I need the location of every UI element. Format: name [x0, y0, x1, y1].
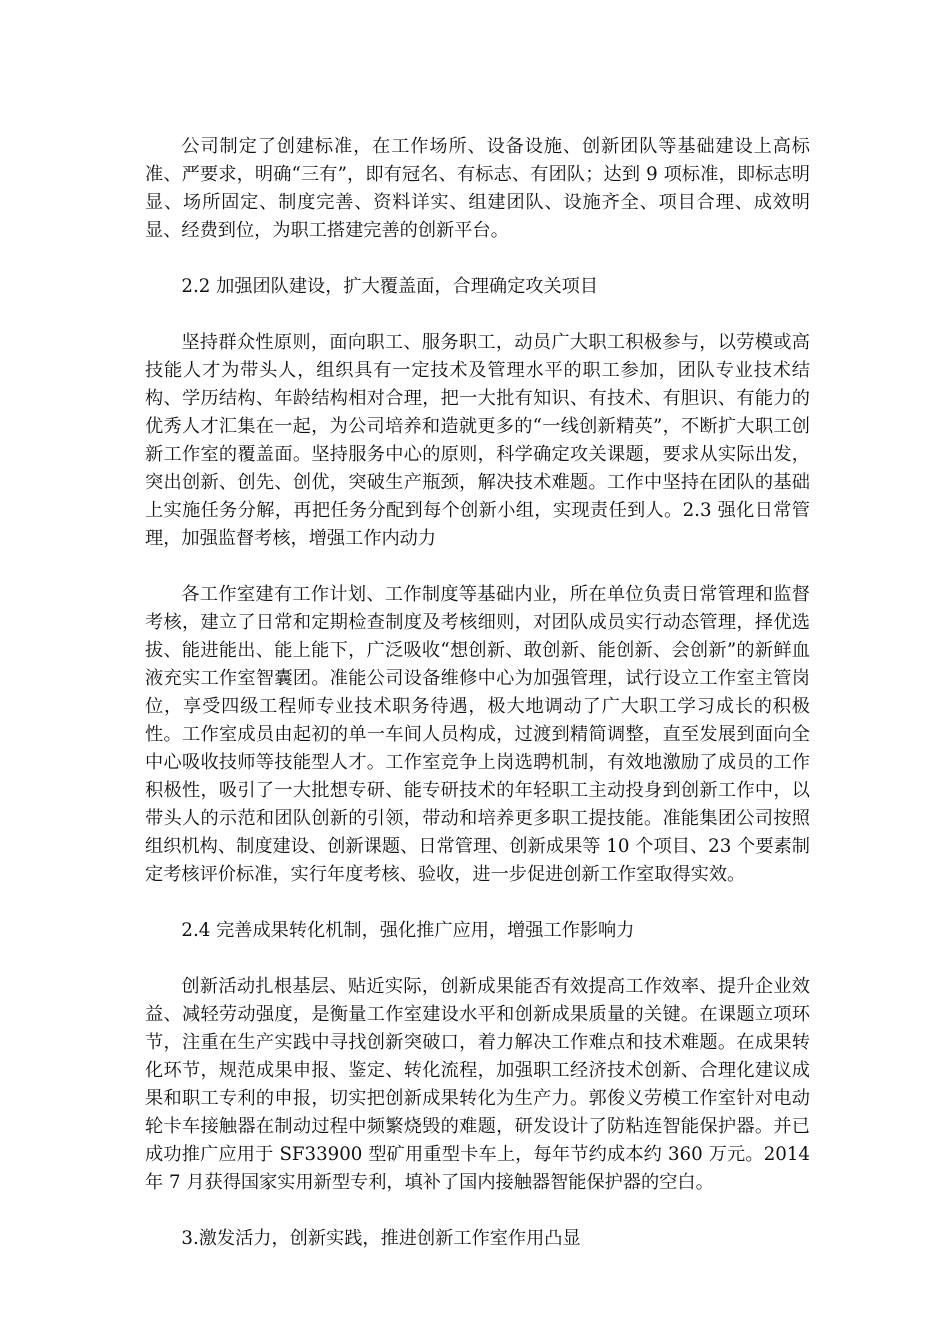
paragraph-standards: 公司制定了创建标准，在工作场所、设备设施、创新团队等基础建设上高标准、严要求，明确“三有”，即有冠名、有标志、有团队；达到 9 项标准，即标志明显、场所固定、制度完善、资料详实、组建团队、设施齐全、项目合理、成效明显、经费到位，为职工搭建完善的创新平台。 — [145, 136, 810, 241]
section-heading-2-4: 2.4 完善成果转化机制，强化推广应用，增强工作影响力 — [181, 920, 635, 941]
section-heading-2-2: 2.2 加强团队建设，扩大覆盖面，合理确定攻关项目 — [181, 276, 599, 297]
paragraph-achievements: 创新活动扎根基层、贴近实际，创新成果能否有效提高工作效率、提升企业效益、减轻劳动强度，是衡量工作室建设水平和创新成果质量的关键。在课题立项环节，注重在生产实践中寻找创新突破口，着力解决工作难点和技术难题。在成果转化环节，规范成果申报、鉴定、转化流程，加强职工经济技术创新、合理化建议成果和职工专利的申报，切实把创新成果转化为生产力。郭俊义劳模工作室针对电动轮卡车接触器在制动过程中频繁烧毁的难题，研发设计了防粘连智能保护器。并已成功推广应用于 SF33900 型矿用重型卡车上，每年节约成本约 360 万元。2014 年 7 月获得国家实用新型专利，填补了国内接触器智能保护器的空白。 — [145, 976, 810, 1193]
document-page — [145, 133, 810, 1281]
paragraph-team-building: 坚持群众性原则，面向职工、服务职工，动员广大职工积极参与，以劳模或高技能人才为带头人，组织具有一定技术及管理水平的职工参加，团队专业技术结构、学历结构、年龄结构相对合理，把一大批有知识、有技术、有胆识、有能力的优秀人才汇集在一起，为公司培养和造就更多的“一线创新精英”，不断扩大职工创新工作室的覆盖面。坚持服务中心的原则，科学确定攻关课题，要求从实际出发，突出创新、创先、创优，突破生产瓶颈，解决技术难题。工作中坚持在团队的基础上实施任务分解，再把任务分配到每个创新小组，实现责任到人。2.3 强化日常管理，加强监督考核，增强工作内动力 — [145, 332, 810, 549]
section-heading-3: 3.激发活力，创新实践，推进创新工作室作用凸显 — [181, 1228, 581, 1249]
paragraph-daily-management: 各工作室建有工作计划、工作制度等基础内业，所在单位负责日常管理和监督考核，建立了日常和定期检查制度及考核细则，对团队成员实行动态管理，择优选拔、能进能出、能上能下，广泛吸收“想创新、敢创新、能创新、会创新”的新鲜血液充实工作室智囊团。准能公司设备维修中心为加强管理，试行设立工作室主管岗位，享受四级工程师专业技术职务待遇，极大地调动了广大职工学习成长的积极性。工作室成员由起初的单一车间人员构成，过渡到精简调整，直至发展到面向全中心吸收技师等技能型人才。工作室竞争上岗选聘机制，有效地激励了成员的工作积极性，吸引了一大批想专研、能专研技术的年轻职工主动投身到创新工作中，以带头人的示范和团队创新的引领，带动和培养更多职工提技能。准能集团公司按照组织机构、制度建设、创新课题、日常管理、创新成果等 10 个项目、23 个要素制定考核评价标准，实行年度考核、验收，进一步促进创新工作室取得实效。 — [145, 584, 810, 885]
